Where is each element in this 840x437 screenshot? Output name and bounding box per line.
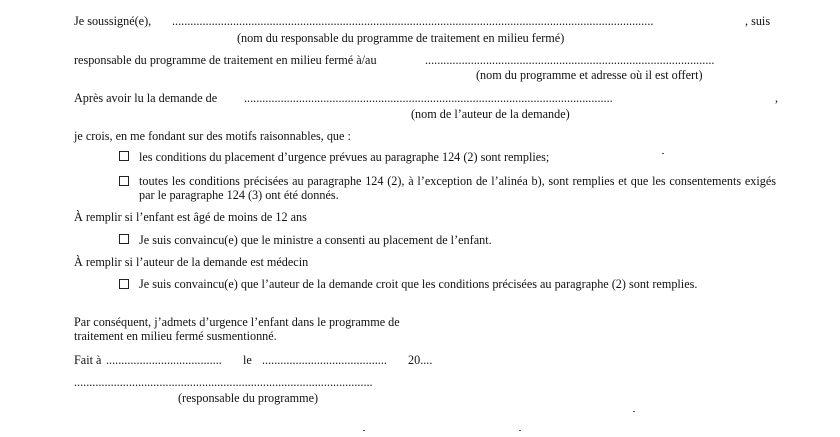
- line2-caption: (nom du programme et adresse où il est offert): [476, 68, 703, 82]
- day-label: le: [243, 353, 252, 367]
- line3-applicant-field[interactable]: .........................................................................................................................: [244, 91, 613, 105]
- option4-text: Je suis convaincu(e) que l’auteur de la demande croit que les conditions précisées au paragraphe (2) sont remplies.: [139, 277, 698, 291]
- belief-statement: je crois, en me fondant sur des motifs raisonnables, que :: [74, 129, 351, 143]
- line2-prefix: responsable du programme de traitement en milieu fermé à/au: [74, 53, 377, 67]
- year-label[interactable]: 20....: [408, 353, 433, 367]
- signature-caption: (responsable du programme): [178, 391, 319, 405]
- line3-caption: (nom de l’auteur de la demande): [411, 107, 570, 121]
- line2-program-field[interactable]: ...............................................................................................: [425, 53, 715, 67]
- line1-caption: (nom du responsable du programme de traitement en milieu fermé): [237, 31, 565, 45]
- day-field[interactable]: .........................................: [262, 353, 387, 367]
- signature-field[interactable]: ..................................................................................................: [74, 375, 373, 389]
- line3-suffix: ,: [775, 91, 779, 105]
- option2-checkbox[interactable]: [119, 176, 129, 186]
- place-field[interactable]: ......................................: [106, 353, 222, 367]
- scan-speck: [633, 411, 635, 412]
- line3-prefix: Après avoir lu la demande de: [74, 91, 218, 105]
- option1-text: les conditions du placement d’urgence prévues au paragraphe 124 (2) sont remplies;: [139, 150, 550, 164]
- conclusion-line2: traitement en milieu fermé susmentionné.: [74, 329, 277, 343]
- line1-prefix: Je soussigné(e),: [74, 14, 152, 28]
- option2-text: toutes les conditions précisées au paragraphe 124 (2), à l’exception de l’alinéa b), sont remplies et que les consentements exigés par le paragraphe 124 (3) ont été donnés.: [139, 174, 776, 202]
- doctor-heading: À remplir si l’auteur de la demande est médecin: [74, 255, 309, 269]
- conclusion-line1: Par conséquent, j’admets d’urgence l’enfant dans le programme de: [74, 315, 400, 329]
- line1-suffix: , suis: [745, 14, 771, 28]
- option3-text: Je suis convaincu(e) que le ministre a consenti au placement de l’enfant.: [139, 233, 492, 247]
- scan-speck: [363, 430, 365, 431]
- place-label: Fait à: [74, 353, 102, 367]
- under12-heading: À remplir si l’enfant est âgé de moins de 12 ans: [74, 210, 307, 224]
- option3-checkbox[interactable]: [119, 234, 129, 244]
- line1-name-field[interactable]: ..............................................................................................................................................................: [172, 14, 654, 28]
- option1-checkbox[interactable]: [119, 151, 129, 161]
- scan-speck: [662, 153, 664, 154]
- option4-checkbox[interactable]: [119, 279, 129, 289]
- scan-speck: [519, 430, 521, 431]
